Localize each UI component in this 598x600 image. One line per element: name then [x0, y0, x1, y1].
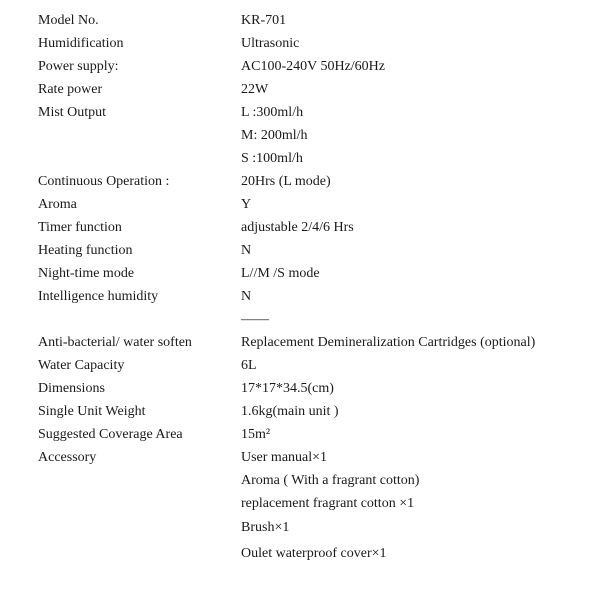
spec-value: 1.6kg(main unit ) — [241, 404, 339, 419]
spec-values — [241, 216, 588, 239]
spec-row — [38, 331, 588, 354]
spec-value: Replacement Demineralization Cartridges (optional) — [241, 335, 536, 350]
spec-values — [241, 78, 588, 101]
spec-values — [241, 32, 588, 55]
spec-row — [38, 216, 588, 239]
spec-values — [241, 377, 588, 400]
spec-row — [38, 354, 588, 377]
spec-values — [241, 262, 588, 285]
spec-values — [241, 55, 588, 78]
spec-label: Humidification — [38, 36, 124, 51]
spec-value: N — [241, 289, 252, 304]
spec-value: Oulet waterproof cover×1 — [241, 546, 387, 561]
spec-row — [38, 9, 588, 32]
spec-value: Y — [241, 197, 252, 212]
spec-row — [38, 262, 588, 285]
spec-label: Mist Output — [38, 105, 107, 120]
spec-label: Suggested Coverage Area — [38, 427, 183, 442]
spec-row — [38, 285, 588, 308]
spec-row — [38, 78, 588, 101]
spec-value: replacement fragrant cotton ×1 — [241, 496, 415, 511]
spec-value: Brush×1 — [241, 520, 290, 535]
spec-value: 15m² — [241, 427, 271, 442]
spec-row — [38, 170, 588, 193]
spec-label — [38, 308, 241, 331]
spec-label: Night-time mode — [38, 266, 135, 281]
spec-value: User manual×1 — [241, 450, 328, 465]
spec-row — [38, 400, 588, 423]
spec-value: 20Hrs (L mode) — [241, 174, 331, 189]
spec-value: Aroma ( With a fragrant cotton) — [241, 473, 420, 488]
spec-label: Timer function — [38, 220, 122, 235]
spec-label: Rate power — [38, 82, 103, 97]
spec-value: AC100-240V 50Hz/60Hz — [241, 59, 386, 74]
spec-value: L :300ml/h — [241, 105, 304, 120]
spec-label: Accessory — [38, 450, 97, 465]
spec-values — [241, 354, 588, 377]
spec-row — [38, 239, 588, 262]
spec-value: N — [241, 243, 252, 258]
spec-values — [241, 423, 588, 446]
spec-value: M: 200ml/h — [241, 128, 308, 143]
spec-value: S :100ml/h — [241, 151, 303, 166]
spec-label: Model No. — [38, 13, 99, 28]
spec-row — [38, 32, 588, 55]
spec-value: 6L — [241, 358, 257, 373]
spec-label: Continuous Operation : — [38, 174, 170, 189]
spec-values — [241, 239, 588, 262]
spec-row — [38, 446, 588, 567]
spec-values — [241, 101, 588, 170]
spec-row — [38, 377, 588, 400]
spec-values — [241, 446, 588, 567]
spec-value: 17*17*34.5(cm) — [241, 381, 334, 396]
spec-label: Water Capacity — [38, 358, 125, 373]
spec-value: Ultrasonic — [241, 36, 300, 51]
spec-values — [241, 331, 588, 354]
spec-row — [38, 55, 588, 78]
spec-row — [38, 101, 588, 170]
spec-row — [38, 423, 588, 446]
spec-values — [241, 308, 588, 331]
spec-label: Intelligence humidity — [38, 289, 159, 304]
spec-row — [38, 308, 588, 331]
spec-label: Aroma — [38, 197, 77, 212]
spec-label: Power supply: — [38, 59, 119, 74]
spec-value: adjustable 2/4/6 Hrs — [241, 220, 354, 235]
spec-value: KR-701 — [241, 13, 287, 28]
spec-label: Heating function — [38, 243, 133, 258]
spec-table — [38, 9, 588, 567]
spec-values — [241, 400, 588, 423]
spec-value: 22W — [241, 82, 269, 97]
spec-label: Dimensions — [38, 381, 105, 396]
spec-value: —— — [241, 312, 269, 327]
spec-values — [241, 170, 588, 193]
spec-row — [38, 193, 588, 216]
spec-values — [241, 285, 588, 308]
spec-values — [241, 9, 588, 32]
spec-values — [241, 193, 588, 216]
spec-label: Single Unit Weight — [38, 404, 146, 419]
spec-value: L//M /S mode — [241, 266, 320, 281]
spec-label: Anti-bacterial/ water soften — [38, 335, 192, 350]
